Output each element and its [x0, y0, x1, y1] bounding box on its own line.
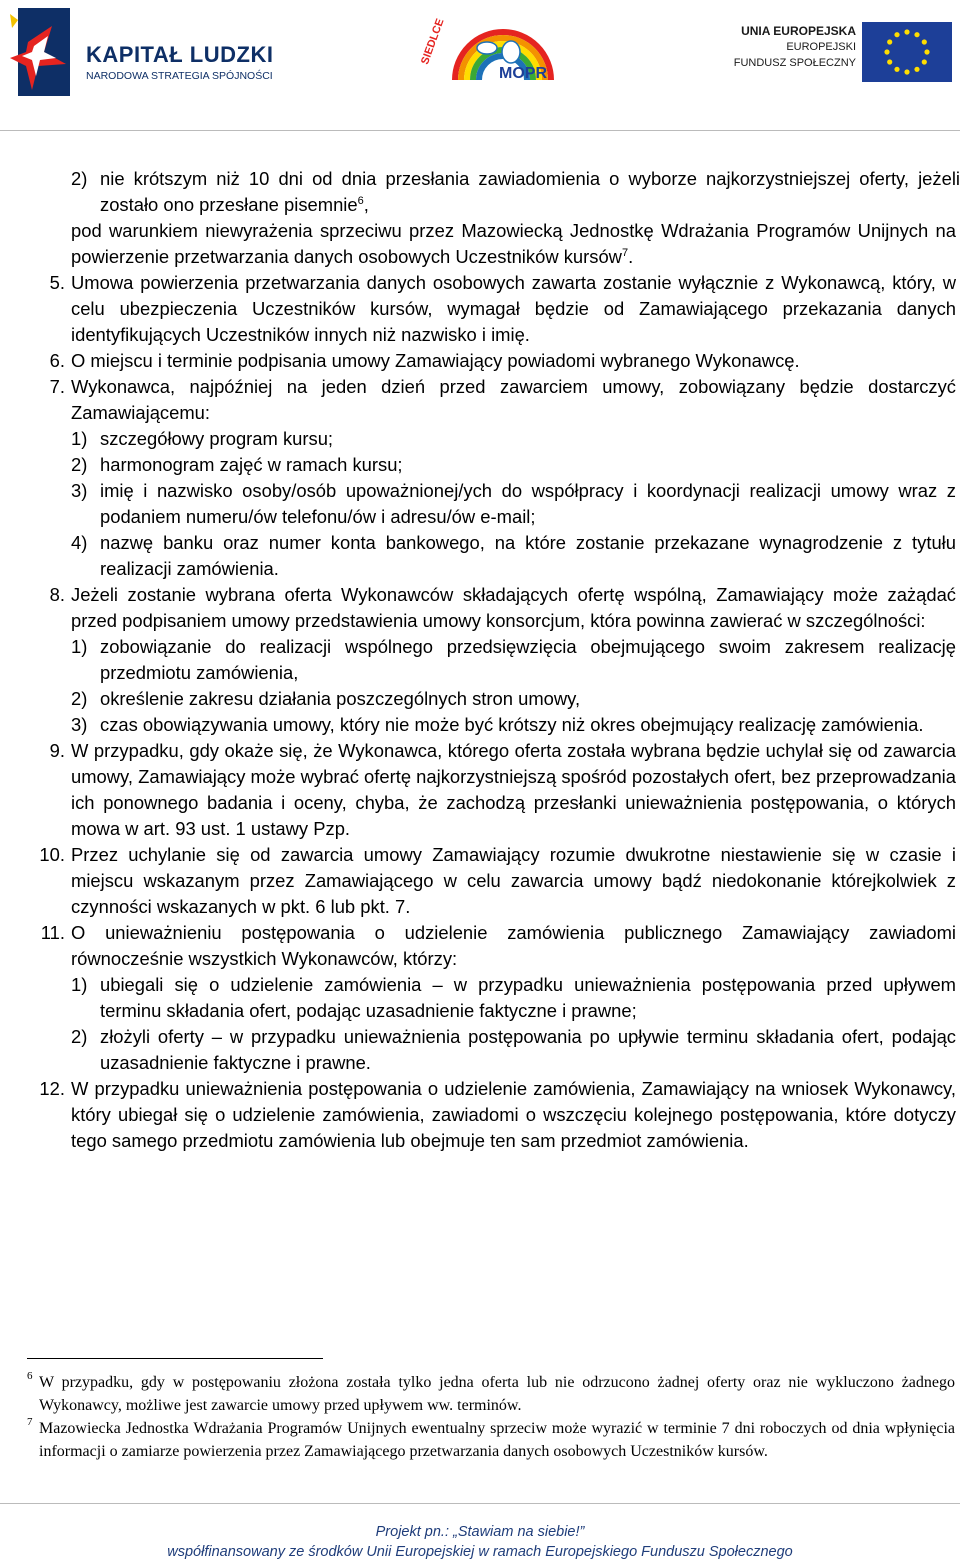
- section-text: Przez uchylanie się od zawarcia umowy Zamawiający rozumie dwukrotne niestawienie się w czasie i miejscu wskazanym przez Zamawiającego w celu zawarcia umowy bądź niedokonanie którejkolwiek z czynności wskazanych w pkt. 6 lub pkt. 7.: [71, 844, 956, 917]
- section-text: W przypadku, gdy okaże się, że Wykonawca, którego oferta została wybrana będzie uchylał się od zawarcia umowy, Zamawiający może wybrać ofertę najkorzystniejszą spośród pozostałych ofert, bez przeprowadzania ich ponownego badania i oceny, chyba, że zachodzą przesłanki unieważnienia postępowania, o których mowa w art. 93 ust. 1 ustawy Pzp.: [71, 740, 956, 839]
- section-text: Jeżeli zostanie wybrana oferta Wykonawców składających ofertę wspólną, Zamawiający może zażądać przed podpisaniem umowy przedstawienia umowy konsorcjum, która powinna zawierać w szczególności:: [71, 584, 956, 631]
- footnote-ref: 6: [357, 195, 364, 207]
- list-item: [71, 712, 960, 738]
- item-number: 2): [71, 688, 88, 709]
- list-item: [71, 972, 960, 1024]
- item-text: harmonogram zajęć w ramach kursu;: [100, 454, 403, 475]
- section-text: Umowa powierzenia przetwarzania danych osobowych zawarta zostanie wyłącznie z Wykonawcą, który, w celu ubezpieczenia Uczestników kursów, wymagał będzie od Zamawiającego przekazania danych identyfikujących Uczestników innych niż nazwisko i imię.: [71, 272, 956, 345]
- page-footer: [0, 1522, 960, 1562]
- kapital-ludzki-emblem-icon: [8, 6, 80, 98]
- punctuation: .: [628, 246, 634, 267]
- section-number: 5.: [49, 272, 65, 293]
- section-number: 11.: [40, 922, 65, 943]
- item-text: ubiegali się o udzielenie zamówienia – w przypadku unieważnienia postępowania przed upływem terminu składania ofert, podając uzasadnienie faktyczne i prawne;: [100, 974, 956, 1021]
- footnote-text: Mazowiecka Jednostka Wdrażania Programów Unijnych ewentualny sprzeciw może wyrazić w terminie 7 dni roboczych od dnia wpłynięcia informacji o zamiarze powierzenia przez Zamawiającego przetwarzania danych osobowych Uczestników kursów.: [39, 1420, 955, 1460]
- footnote: [27, 1417, 955, 1463]
- footer-divider: [0, 1503, 960, 1504]
- item-text: złożyli oferty – w przypadku unieważnienia postępowania po upływie terminu składania ofert, podając uzasadnienie faktyczne i prawne.: [100, 1026, 956, 1073]
- section-number: 6.: [49, 350, 65, 371]
- footnote-separator: [27, 1358, 323, 1359]
- footnote-number: 6: [27, 1370, 33, 1382]
- section-text: O miejscu i terminie podpisania umowy Zamawiający powiadomi wybranego Wykonawcę.: [71, 350, 800, 371]
- eu-logo-line3: FUNDUSZ SPOŁECZNY: [733, 57, 856, 69]
- footnotes: [27, 1371, 955, 1463]
- list-item: [71, 634, 960, 686]
- item-number: 3): [71, 480, 88, 501]
- list-item: [71, 686, 960, 712]
- section-10: [0, 842, 960, 920]
- item-number: 2): [71, 1026, 88, 1047]
- paragraph-continuation: [71, 218, 960, 270]
- item-text: zobowiązanie do realizacji wspólnego przedsięwzięcia obejmującego swoim zakresem realizację przedmiotu zamówienia,: [100, 636, 956, 683]
- list-item: [71, 1024, 960, 1076]
- section-number: 8.: [49, 584, 65, 605]
- mopr-logo: [415, 18, 555, 88]
- item-number: 3): [71, 714, 88, 735]
- item-text: czas obowiązywania umowy, który nie może być krótszy niż okres obejmujący realizację zamówienia.: [100, 714, 924, 735]
- eu-flag-icon: [862, 22, 952, 82]
- document-body: [0, 166, 960, 1154]
- item-text: nie krótszym niż 10 dni od dnia przesłania zawiadomienia o wyborze najkorzystniejszej oferty, jeżeli zostało ono przesłane pisemnie: [100, 168, 960, 215]
- section-number: 9.: [49, 740, 65, 761]
- eu-logo-line1: UNIA EUROPEJSKA: [741, 24, 856, 38]
- item-text: imię i nazwisko osoby/osób upoważnionej/ych do współpracy i koordynacji realizacji umowy wraz z podaniem numeru/ów telefonu/ów i adresu/ów e-mail;: [100, 480, 956, 527]
- section-number: 7.: [49, 376, 65, 397]
- item-text: pod warunkiem niewyrażenia sprzeciwu przez Mazowiecką Jednostkę Wdrażania Programów Unijnych na powierzenie przetwarzania danych osobowych Uczestników kursów: [71, 220, 956, 267]
- section-12: [0, 1076, 960, 1154]
- logo-title: KAPITAŁ LUDZKI: [86, 42, 274, 67]
- footnote-number: 7: [27, 1416, 33, 1428]
- list-item: [71, 166, 960, 218]
- kapital-ludzki-logo: [8, 6, 308, 98]
- section-text: W przypadku unieważnienia postępowania o udzielenie zamówienia, Zamawiający na wniosek Wykonawcy, który ubiegał się o udzielenie zamówienia, zawiadomi o wszczęciu kolejnego postępowania, które dotyczy tego samego przedmiotu zamówienia lub obejmuje ten sam przedmiot zamówienia.: [71, 1078, 956, 1151]
- section-9: [0, 738, 960, 842]
- list-item: [71, 530, 960, 582]
- header-divider: [0, 130, 960, 131]
- punctuation: ,: [363, 194, 369, 215]
- list-item: [71, 452, 960, 478]
- section-number: 10.: [39, 844, 65, 865]
- item-text: określenie zakresu działania poszczególnych stron umowy,: [100, 688, 581, 709]
- section-5: [0, 270, 960, 348]
- item-number: 2): [71, 168, 88, 189]
- mopr-label-siedlce: SIEDLCE: [419, 17, 447, 67]
- footer-funding-note: współfinansowany ze środków Unii Europejskiej w ramach Europejskiego Funduszu Społecznego: [167, 1544, 793, 1560]
- eu-logo: [728, 22, 953, 82]
- item-number: 2): [71, 454, 88, 475]
- section-text: Wykonawca, najpóźniej na jeden dzień przed zawarciem umowy, zobowiązany będzie dostarczyć Zamawiającemu:: [71, 376, 956, 423]
- item-number: 4): [71, 532, 88, 553]
- footnote-ref: 7: [621, 247, 629, 259]
- footnote: [27, 1371, 955, 1417]
- footnote-text: W przypadku, gdy w postępowaniu złożona została tylko jedna oferta lub nie odrzucono żadnej oferty oraz nie wykluczono żadnego Wykonawcy, możliwe jest zawarcie umowy przed upływem ww. terminów.: [39, 1374, 955, 1414]
- item-number: 1): [71, 974, 88, 995]
- section-11: [0, 920, 960, 972]
- list-item: [71, 478, 960, 530]
- item-number: 1): [71, 636, 88, 657]
- eu-logo-line2: EUROPEJSKI: [786, 41, 856, 53]
- logo-subtitle: NARODOWA STRATEGIA SPÓJNOŚCI: [86, 70, 273, 82]
- section-text: O unieważnieniu postępowania o udzielenie zamówienia publicznego Zamawiający zawiadomi równocześnie wszystkich Wykonawców, którzy:: [71, 922, 956, 969]
- section-number: 12.: [39, 1078, 65, 1099]
- footer-project-name: Projekt pn.: „Stawiam na siebie!”: [375, 1524, 585, 1540]
- item-number: 1): [71, 428, 88, 449]
- section-7: [0, 374, 960, 426]
- mopr-label: MOPR: [499, 65, 547, 82]
- item-text: szczegółowy program kursu;: [100, 428, 334, 449]
- section-6: [0, 348, 960, 374]
- item-text: nazwę banku oraz numer konta bankowego, na które zostanie przekazane wynagrodzenie z tytułu realizacji zamówienia.: [100, 532, 956, 579]
- list-item: [71, 426, 960, 452]
- section-8: [0, 582, 960, 634]
